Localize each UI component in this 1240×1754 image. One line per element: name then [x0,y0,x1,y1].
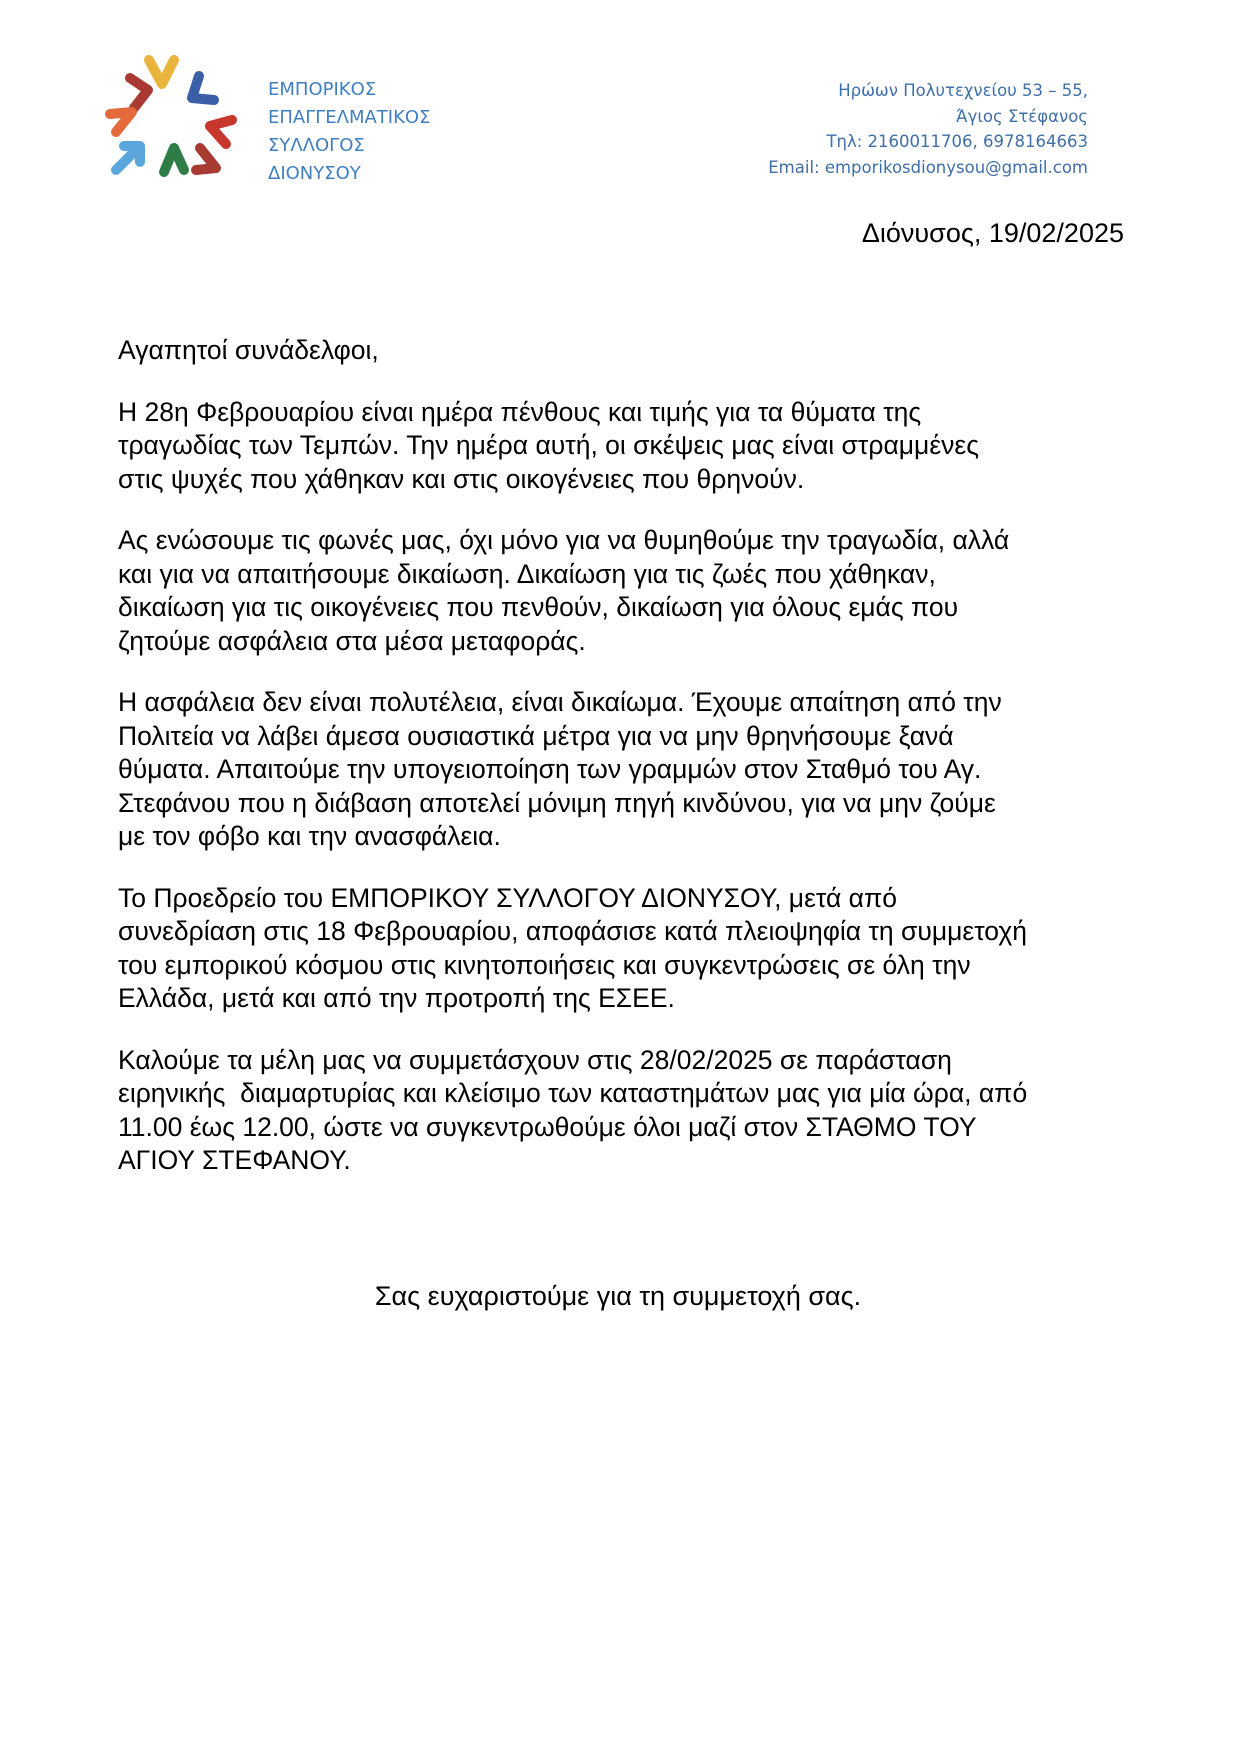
paragraph-line: 11.00 έως 12.00, ώστε να συγκεντρωθούμε όλοι μαζί στον ΣΤΑΘΜΟ ΤΟΥ [118,1111,977,1142]
paragraph-line: στις ψυχές που χάθηκαν και στις οικογένειες που θρηνούν. [118,463,805,494]
org-name-line-3: ΣΥΛΛΟΓΟΣ [268,135,365,156]
paragraph-line: συνεδρίαση στις 18 Φεβρουαρίου, αποφάσισε κατά πλειοψηφία τη συμμετοχή [118,916,1027,946]
organization-name [268,76,430,188]
paragraph-line: Στεφάνου που η διάβαση αποτελεί μόνιμη πηγή κινδύνου, για να μην ζούμε [118,787,996,818]
phone-numbers: Τηλ: 2160011706, 6978164663 [826,132,1088,151]
paragraph-5 [118,1044,1138,1178]
paragraph-line: Ελλάδα, μετά και από την προτροπή της ΕΣΕΕ. [118,983,675,1013]
paragraph-line: Η 28η Φεβρουαρίου είναι ημέρα πένθους και τιμής για τα θύματα της [118,396,922,427]
closing-line [0,1280,1240,1312]
paragraph-line: Το Προεδρείο του ΕΜΠΟΡΙΚΟΥ ΣΥΛΛΟΓΟΥ ΔΙΟΝΥΣΟΥ, μετά από [118,882,898,913]
letter-body [118,334,1138,1206]
email-address: Email: emporikosdionysou@gmail.com [768,157,1088,177]
paragraph-line: Πολιτεία να λάβει άμεσα ουσιαστικά μέτρα για να μην θρηνήσουμε ξανά [118,720,954,751]
paragraph-3 [118,686,1138,854]
paragraph-line: τραγωδίας των Τεμπών. Την ημέρα αυτή, οι σκέψεις μας είναι στραμμένες [118,430,979,460]
contact-block [768,78,1088,180]
paragraph-1 [118,396,1138,497]
association-logo-icon [104,52,244,192]
paragraph-line: και για να απαιτήσουμε δικαίωση. Δικαίωση για τις ζωές που χάθηκαν, [118,558,936,589]
greeting-line: Αγαπητοί συνάδελφοι, [118,335,379,365]
paragraph-line: Η ασφάλεια δεν είναι πολυτέλεια, είναι δικαίωμα. Έχουμε απαίτηση από την [118,687,1002,717]
paragraph-line: ειρηνικής διαμαρτυρίας και κλείσιμο των καταστημάτων μας για μία ώρα, από [118,1078,1028,1108]
org-name-line-2: ΕΠΑΓΓΕΛΜΑΤΙΚΟΣ [268,107,431,128]
address-line-2: Άγιος Στέφανος [956,106,1088,126]
paragraph-line: ζητούμε ασφάλεια στα μέσα μεταφοράς. [118,625,586,656]
paragraph-line: με τον φόβο και την ανασφάλεια. [118,821,501,851]
greeting [118,334,1138,368]
paragraph-4 [118,882,1138,1016]
paragraph-2 [118,524,1138,658]
paragraph-line: Καλούμε τα μέλη μας να συμμετάσχουν στις 28/02/2025 σε παράσταση [118,1044,952,1075]
paragraph-line: ΑΓΙΟΥ ΣΤΕΦΑΝΟΥ. [118,1145,351,1175]
paragraph-line: δικαίωση για τις οικογένειες που πενθούν, δικαίωση για όλους εμάς που [118,592,959,622]
address-line-1: Ηρώων Πολυτεχνείου 53 – 55, [838,81,1088,100]
paragraph-line: του εμπορικού κόσμου στις κινητοποιήσεις και συγκεντρώσεις σε όλη την [118,949,971,980]
paragraph-line: Ας ενώσουμε τις φωνές μας, όχι μόνο για να θυμηθούμε την τραγωδία, αλλά [118,525,1010,555]
org-name-line-1: ΕΜΠΟΡΙΚΟΣ [268,79,377,100]
paragraph-line: θύματα. Απαιτούμε την υπογειοποίηση των γραμμών στον Σταθμό του Αγ. [118,754,982,784]
closing-text: Σας ευχαριστούμε για τη συμμετοχή σας. [374,1281,862,1311]
letter-date: Διόνυσος, 19/02/2025 [861,218,1124,248]
org-name-line-4: ΔΙΟΝΥΣΟΥ [268,163,361,184]
